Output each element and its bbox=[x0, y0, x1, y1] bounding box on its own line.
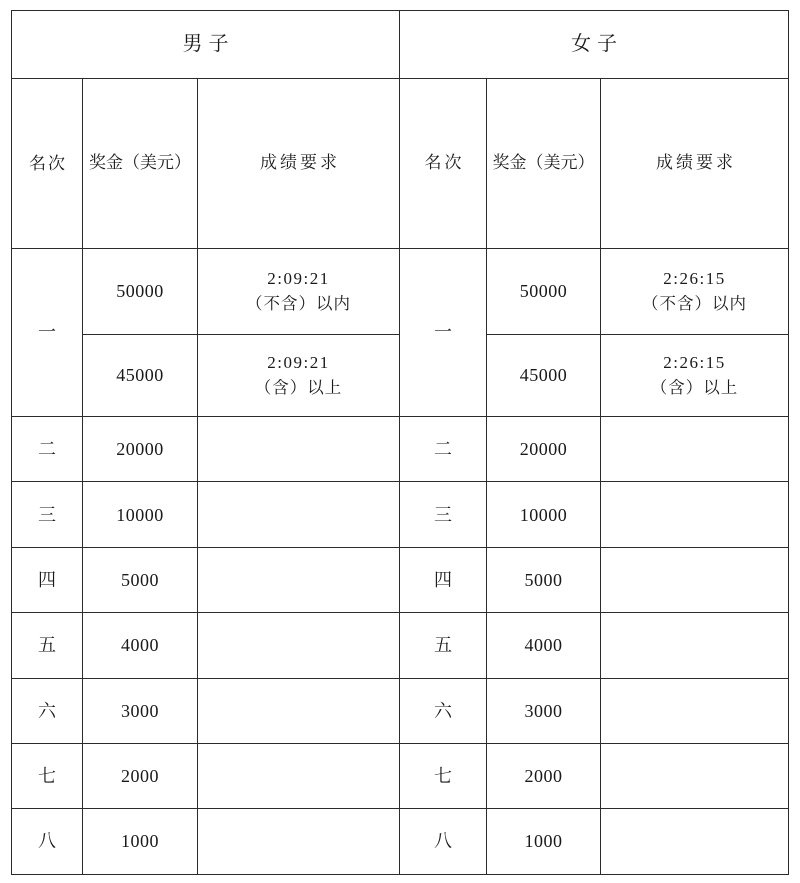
prize-cell-women-8: 1000 bbox=[487, 809, 601, 874]
requirement-time: 2:09:21 bbox=[267, 353, 330, 373]
column-header-requirement-women: 成绩要求 bbox=[601, 79, 789, 249]
requirement-cell-men-7 bbox=[198, 743, 400, 808]
prize-cell-men-6: 3000 bbox=[83, 678, 198, 743]
requirement-cell-men-8 bbox=[198, 809, 400, 874]
prize-cell-men-7: 2000 bbox=[83, 743, 198, 808]
requirement-cell-men-4 bbox=[198, 547, 400, 612]
rank-cell-women-2: 二 bbox=[400, 417, 487, 482]
requirement-condition: （不含）以内 bbox=[246, 293, 351, 313]
rank-cell-men-5: 五 bbox=[12, 613, 83, 678]
table-row bbox=[12, 613, 789, 678]
rank-cell-men-1: 一 bbox=[12, 249, 83, 417]
requirement-cell-women-8 bbox=[601, 809, 789, 874]
requirement-cell-women-1a bbox=[601, 249, 789, 335]
section-title-women: 女子 bbox=[400, 11, 789, 79]
prize-cell-men-3: 10000 bbox=[83, 482, 198, 547]
rank-cell-men-6: 六 bbox=[12, 678, 83, 743]
table-row bbox=[12, 482, 789, 547]
requirement-cell-men-2 bbox=[198, 417, 400, 482]
rank-cell-women-1: 一 bbox=[400, 249, 487, 417]
table-row bbox=[12, 809, 789, 874]
requirement-cell-women-5 bbox=[601, 613, 789, 678]
prize-cell-women-2: 20000 bbox=[487, 417, 601, 482]
requirement-cell-women-7 bbox=[601, 743, 789, 808]
requirement-time: 2:26:15 bbox=[663, 269, 726, 289]
prize-cell-men-8: 1000 bbox=[83, 809, 198, 874]
rank-cell-women-5: 五 bbox=[400, 613, 487, 678]
prize-cell-men-4: 5000 bbox=[83, 547, 198, 612]
table-row bbox=[12, 249, 789, 335]
column-header-prize-women: 奖金（美元） bbox=[487, 79, 601, 249]
prize-cell-women-1a: 50000 bbox=[487, 249, 601, 335]
column-header-rank-men: 名次 bbox=[12, 79, 83, 249]
prize-cell-men-2: 20000 bbox=[83, 417, 198, 482]
rank-cell-men-8: 八 bbox=[12, 809, 83, 874]
prize-cell-women-3: 10000 bbox=[487, 482, 601, 547]
rank-cell-men-7: 七 bbox=[12, 743, 83, 808]
prize-money-table-container bbox=[11, 10, 788, 872]
prize-cell-women-1b: 45000 bbox=[487, 335, 601, 417]
requirement-cell-men-5 bbox=[198, 613, 400, 678]
prize-cell-women-7: 2000 bbox=[487, 743, 601, 808]
requirement-condition: （含）以上 bbox=[650, 377, 739, 397]
requirement-cell-women-6 bbox=[601, 678, 789, 743]
rank-cell-men-2: 二 bbox=[12, 417, 83, 482]
prize-cell-women-6: 3000 bbox=[487, 678, 601, 743]
prize-cell-men-1b: 45000 bbox=[83, 335, 198, 417]
requirement-time: 2:26:15 bbox=[663, 353, 726, 373]
section-title-men: 男子 bbox=[12, 11, 400, 79]
table-row bbox=[12, 547, 789, 612]
rank-cell-women-3: 三 bbox=[400, 482, 487, 547]
requirement-cell-women-2 bbox=[601, 417, 789, 482]
prize-cell-men-1a: 50000 bbox=[83, 249, 198, 335]
rank-cell-men-4: 四 bbox=[12, 547, 83, 612]
rank-cell-women-8: 八 bbox=[400, 809, 487, 874]
requirement-cell-women-1b bbox=[601, 335, 789, 417]
table-row-gender-header bbox=[12, 11, 789, 79]
rank-cell-men-3: 三 bbox=[12, 482, 83, 547]
requirement-cell-men-3 bbox=[198, 482, 400, 547]
requirement-cell-women-3 bbox=[601, 482, 789, 547]
prize-cell-women-4: 5000 bbox=[487, 547, 601, 612]
prize-cell-men-5: 4000 bbox=[83, 613, 198, 678]
prize-cell-women-5: 4000 bbox=[487, 613, 601, 678]
requirement-cell-men-6 bbox=[198, 678, 400, 743]
requirement-condition: （不含）以内 bbox=[642, 293, 747, 313]
rank-cell-women-7: 七 bbox=[400, 743, 487, 808]
column-header-requirement-men: 成绩要求 bbox=[198, 79, 400, 249]
column-header-prize-men: 奖金（美元） bbox=[83, 79, 198, 249]
requirement-cell-women-4 bbox=[601, 547, 789, 612]
rank-cell-women-6: 六 bbox=[400, 678, 487, 743]
rank-cell-women-4: 四 bbox=[400, 547, 487, 612]
column-header-rank-women: 名次 bbox=[400, 79, 487, 249]
requirement-condition: （含）以上 bbox=[254, 377, 343, 397]
requirement-time: 2:09:21 bbox=[267, 269, 330, 289]
table-row-column-header bbox=[12, 79, 789, 249]
table-row bbox=[12, 743, 789, 808]
table-row bbox=[12, 417, 789, 482]
table-row bbox=[12, 678, 789, 743]
requirement-cell-men-1b bbox=[198, 335, 400, 417]
prize-money-table bbox=[11, 10, 789, 875]
requirement-cell-men-1a bbox=[198, 249, 400, 335]
